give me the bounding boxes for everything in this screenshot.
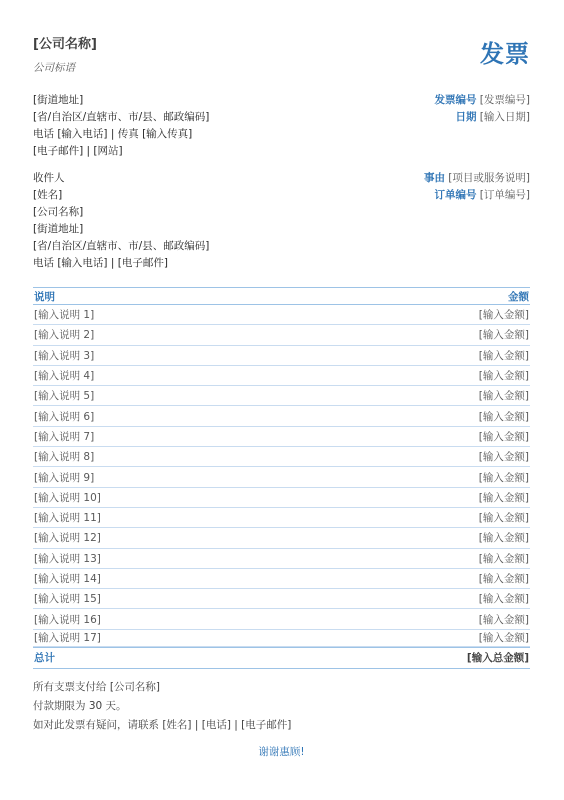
recipient-line: 电话 [输入电话] | [电子邮件]: [33, 257, 168, 269]
row-amount: [输入金额]: [478, 532, 529, 545]
row-amount: [输入金额]: [478, 370, 529, 383]
invoice-number-value: [发票编号]: [479, 94, 530, 106]
row-amount: [输入金额]: [478, 552, 529, 565]
table-row: [33, 366, 530, 386]
order-number-label: 订单编号: [434, 189, 477, 201]
invoice-number-label: 发票编号: [434, 94, 477, 106]
table-row: [33, 346, 530, 366]
row-amount: [输入金额]: [478, 471, 529, 484]
row-description: [输入说明 8]: [34, 451, 95, 464]
table-row: [33, 589, 530, 609]
row-amount: [输入金额]: [478, 410, 529, 423]
row-description: [输入说明 13]: [34, 552, 101, 565]
col-amount-header: 金额: [508, 290, 529, 303]
total-value: [输入总金额]: [466, 652, 529, 665]
row-amount: [输入金额]: [478, 613, 529, 626]
reason-value: [项目或服务说明]: [448, 172, 530, 184]
sender-line: [电子邮件] | [网站]: [33, 145, 123, 157]
table-total-row: [33, 647, 530, 669]
company-name: [公司名称]: [33, 37, 97, 52]
row-amount: [输入金额]: [478, 349, 529, 362]
invoice-page: [33, 0, 530, 800]
table-row: [33, 467, 530, 487]
row-description: [输入说明 4]: [34, 370, 95, 383]
order-number-row: [424, 187, 530, 204]
row-amount: [输入金额]: [478, 390, 529, 403]
payment-notes: [33, 678, 291, 735]
recipient-line: [省/自治区/直辖市、市/县、邮政编码]: [33, 240, 210, 252]
row-description: [输入说明 1]: [34, 309, 95, 322]
invoice-meta: [434, 92, 530, 126]
row-description: [输入说明 17]: [34, 632, 101, 645]
table-row: [33, 427, 530, 447]
row-description: [输入说明 6]: [34, 410, 95, 423]
note-line: 如对此发票有疑问，请联系 [姓名] | [电话] | [电子邮件]: [33, 719, 292, 731]
row-amount: [输入金额]: [478, 593, 529, 606]
thank-you-note: 谢谢惠顾!: [258, 746, 305, 758]
table-row: [33, 609, 530, 629]
invoice-title: 发票: [480, 40, 530, 68]
table-row: [33, 406, 530, 426]
row-amount: [输入金额]: [478, 451, 529, 464]
row-description: [输入说明 5]: [34, 390, 95, 403]
recipient-line: 收件人: [33, 172, 65, 184]
reason-row: [424, 170, 530, 187]
row-description: [输入说明 16]: [34, 613, 101, 626]
recipient-line: [公司名称]: [33, 206, 84, 218]
table-header: [33, 287, 530, 305]
table-row: [33, 569, 530, 589]
row-amount: [输入金额]: [478, 491, 529, 504]
table-row: [33, 630, 530, 647]
total-label: 总计: [34, 652, 55, 665]
row-description: [输入说明 7]: [34, 430, 95, 443]
table-row: [33, 386, 530, 406]
reason-label: 事由: [423, 172, 445, 184]
order-number-value: [订单编号]: [479, 189, 530, 201]
row-description: [输入说明 10]: [34, 491, 101, 504]
recipient-line: [姓名]: [33, 189, 63, 201]
sender-line: 电话 [输入电话] | 传真 [输入传真]: [33, 128, 193, 140]
table-row: [33, 447, 530, 467]
invoice-date-value: [输入日期]: [479, 111, 530, 123]
table-row: [33, 508, 530, 528]
col-description-header: 说明: [34, 290, 55, 303]
table-row: [33, 488, 530, 508]
table-row: [33, 528, 530, 548]
row-description: [输入说明 15]: [34, 593, 101, 606]
invoice-number-row: [434, 92, 530, 109]
row-amount: [输入金额]: [478, 632, 529, 645]
sender-line: [省/自治区/直辖市、市/县、邮政编码]: [33, 111, 210, 123]
row-description: [输入说明 11]: [34, 512, 101, 525]
row-amount: [输入金额]: [478, 329, 529, 342]
invoice-date-row: [434, 109, 530, 126]
row-description: [输入说明 2]: [34, 329, 95, 342]
line-items-table: [33, 287, 530, 669]
note-line: 付款期限为 30 天。: [33, 700, 127, 712]
note-line: 所有支票支付给 [公司名称]: [33, 681, 161, 693]
table-row: [33, 305, 530, 325]
invoice-date-label: 日期: [455, 111, 477, 123]
row-amount: [输入金额]: [478, 309, 529, 322]
recipient-line: [街道地址]: [33, 223, 84, 235]
row-amount: [输入金额]: [478, 430, 529, 443]
order-meta: [424, 170, 530, 204]
company-slogan: 公司标语: [33, 62, 75, 74]
sender-line: [街道地址]: [33, 94, 84, 106]
table-body: [33, 305, 530, 647]
row-description: [输入说明 3]: [34, 349, 95, 362]
row-amount: [输入金额]: [478, 573, 529, 585]
row-amount: [输入金额]: [478, 512, 529, 525]
row-description: [输入说明 14]: [34, 573, 101, 585]
recipient-address: [33, 170, 209, 272]
table-row: [33, 325, 530, 345]
row-description: [输入说明 9]: [34, 471, 95, 484]
row-description: [输入说明 12]: [34, 532, 101, 545]
table-row: [33, 549, 530, 569]
sender-address: [33, 92, 209, 160]
